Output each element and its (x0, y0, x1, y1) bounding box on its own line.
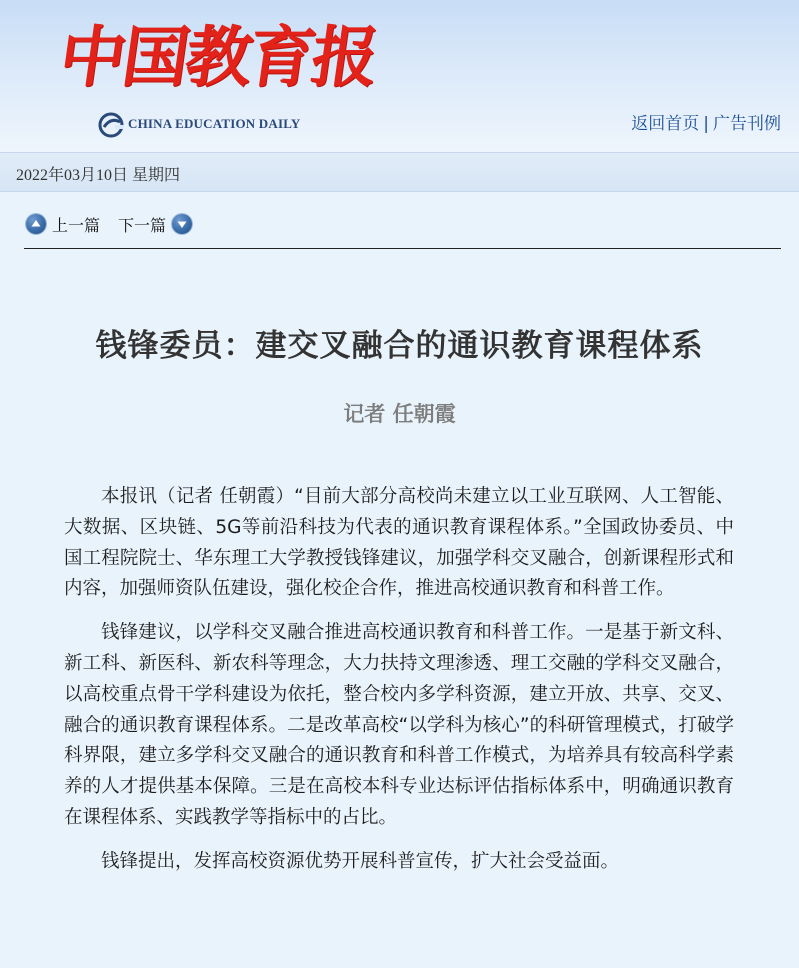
logo-english-title: CHINA EDUCATION DAILY (128, 116, 301, 131)
issue-date: 2022年03月10日 星期四 (16, 167, 181, 184)
top-links (631, 109, 781, 134)
date-bar (0, 152, 799, 192)
prev-article-button[interactable] (26, 213, 100, 235)
logo-chinese-title: 中国教育报 (54, 18, 381, 96)
nav-divider (24, 248, 781, 249)
article-nav (0, 200, 799, 248)
next-article-label: 下一篇 (118, 215, 167, 235)
article-paragraph-2: 钱锋建议，以学科交叉融合推进高校通识教育和科普工作。一是基于新文科、新工科、新医科、新农科等理念，大力扶持文理渗透、理工交融的学科交叉融合，以高校重点骨干学科建设为依托，整合校内多学科资源，建立开放、共享、交叉、融合的通识教育课程体系。二是改革高校“以学科为核心”的科研管理模式，打破学科界限，建立多学科交叉融合的通识教育和科普工作模式，为培养具有较高科学素养的人才提供基本保障。三是在高校本科专业达标评估指标体系中，明确通识教育在课程体系、实践教学等指标中的占比。 (64, 622, 734, 828)
article-title: 钱锋委员：建交叉融合的通识教育课程体系 (95, 328, 704, 364)
ads-link[interactable]: 广告刊例 (713, 114, 781, 134)
arrow-down-icon (172, 214, 192, 234)
article-body (64, 482, 734, 891)
next-article-button[interactable] (118, 213, 192, 235)
logo-emblem-icon (98, 112, 124, 138)
link-separator: | (703, 114, 709, 134)
article-paragraph-1: 本报讯（记者 任朝霞）“目前大部分高校尚未建立以工业互联网、人工智能、大数据、区块链、5G等前沿科技为代表的通识教育课程体系。”全国政协委员、中国工程院院士、华东理工大学教授钱锋建议，加强学科交叉融合，创新课程形式和内容，加强师资队伍建设，强化校企合作，推进高校通识教育和科普工作。 (64, 486, 734, 600)
home-link[interactable]: 返回首页 (631, 114, 700, 134)
arrow-up-icon (26, 214, 46, 234)
article-byline: 记者 任朝霞 (343, 402, 456, 426)
masthead-logo[interactable] (54, 12, 381, 137)
prev-article-label: 上一篇 (52, 215, 101, 235)
masthead-header (0, 0, 799, 152)
article-paragraph-3: 钱锋提出，发挥高校资源优势开展科普宣传，扩大社会受益面。 (101, 850, 620, 872)
